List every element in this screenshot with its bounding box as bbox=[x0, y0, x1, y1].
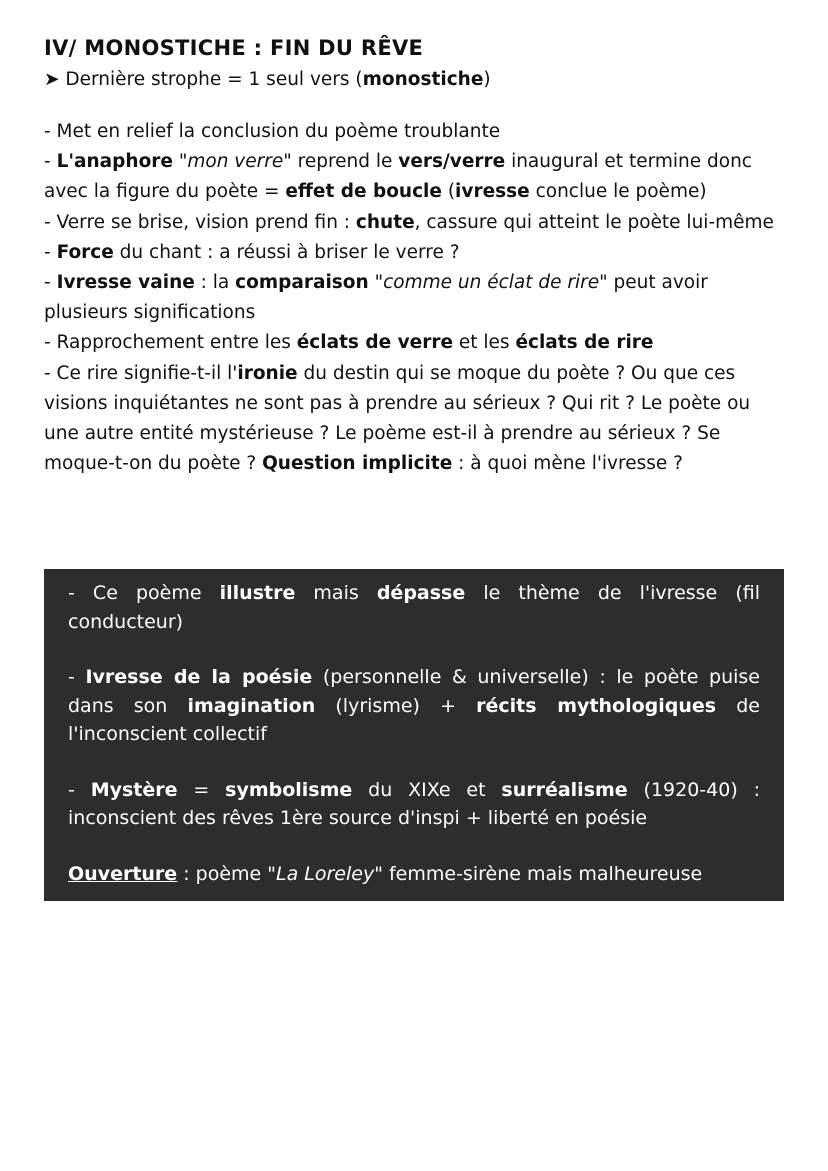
note-item: - Force du chant : a réussi à briser le verre ? bbox=[44, 241, 460, 263]
arrow-icon: ➤ bbox=[44, 69, 60, 90]
conclusion-box bbox=[44, 569, 784, 901]
opening-item: Ouverture : poème "La Loreley" femme-sirène mais malheureuse bbox=[68, 862, 703, 885]
note-item: - Ivresse vaine : la comparaison "comme un éclat de rire" peut avoir plusieurs significations bbox=[44, 272, 708, 324]
analysis-notes bbox=[44, 117, 789, 479]
note-item: - Verre se brise, vision prend fin : chute, cassure qui atteint le poète lui-même bbox=[44, 211, 774, 233]
conclusion-item: - Mystère = symbolisme du XIXe et surréalisme (1920-40) : inconscient des rêves 1ère source d'inspi + liberté en poésie bbox=[68, 778, 760, 829]
note-item: - Ce rire signifie-t-il l'ironie du destin qui se moque du poète ? Ou que ces visions inquiétantes ne sont pas à prendre au sérieux ? Qui rit ? Le poète ou une autre entité mystérieuse ? Le poème est-il à prendre au sérieux ? Se moque-t-on du poète ? Question implicite : à quoi mène l'ivresse ? bbox=[44, 362, 751, 475]
note-item: - L'anaphore "mon verre" reprend le vers/verre inaugural et termine donc avec la figure du poète = effet de boucle (ivresse conclue le poème) bbox=[44, 151, 752, 203]
section-title: IV/ MONOSTICHE : FIN DU RÊVE bbox=[44, 36, 424, 60]
note-item: - Rapprochement entre les éclats de verre et les éclats de rire bbox=[44, 332, 654, 354]
conclusion-item: - Ivresse de la poésie (personnelle & universelle) : le poète puise dans son imagination (lyrisme) + récits mythologiques de l'inconscient collectif bbox=[68, 666, 760, 745]
subtitle: ➤ Dernière strophe = 1 seul vers (monostiche) bbox=[44, 69, 491, 90]
note-item: - Met en relief la conclusion du poème troublante bbox=[44, 121, 501, 142]
conclusion-item: - Ce poème illustre mais dépasse le thème de l'ivresse (fil conducteur) bbox=[68, 582, 760, 633]
opening-label: Ouverture bbox=[68, 862, 178, 885]
